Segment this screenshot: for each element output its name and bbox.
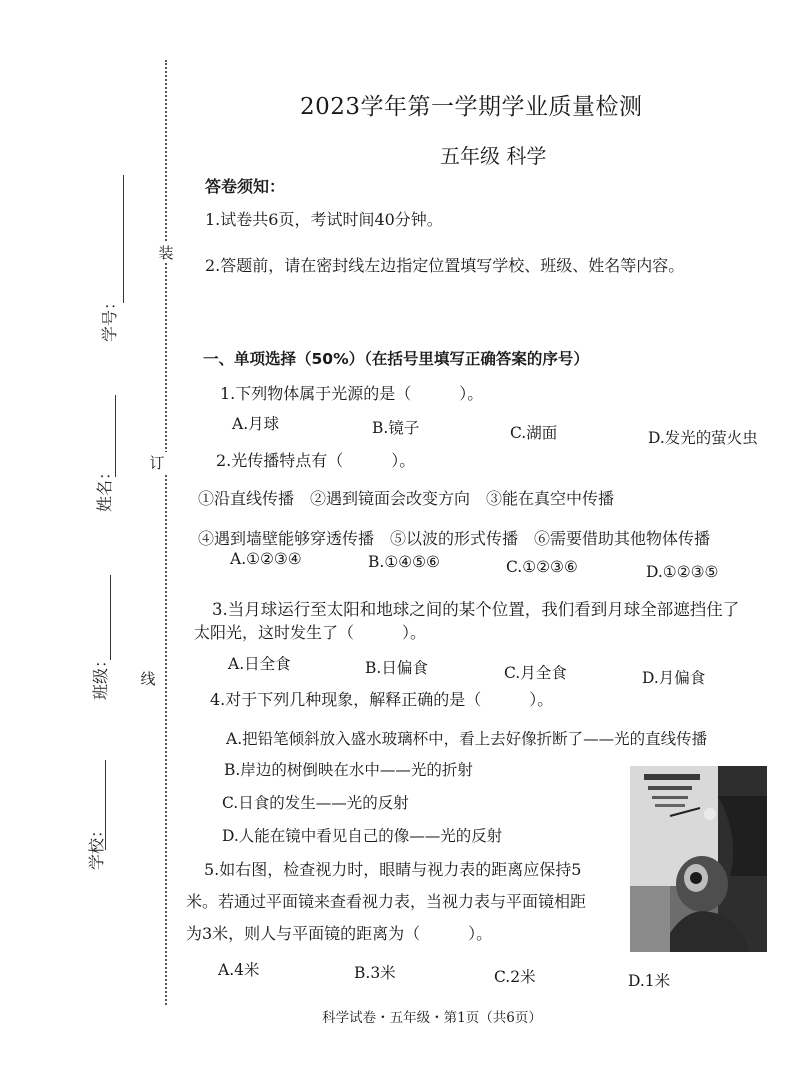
school-label: 学校：	[87, 821, 106, 870]
q2-stem: 2.光传播特点有（ ）。	[216, 451, 416, 470]
q5-stem-line-3: 为3米，则人与平面镜的距离为（ ）。	[186, 924, 493, 943]
q1-option-b[interactable]: B.镜子	[372, 419, 420, 437]
q5-option-b[interactable]: B.3米	[354, 964, 396, 982]
seal-mark-zhuang: 装	[156, 242, 176, 263]
student-id-blank[interactable]	[123, 175, 124, 303]
q4-option-c[interactable]: C.日食的发生——光的反射	[222, 794, 409, 812]
q2-statement-2: ④遇到墙壁能够穿透传播 ⑤以波的形式传播 ⑥需要借助其他物体传播	[198, 529, 711, 548]
q3-stem-line-2: 太阳光，这时发生了（ ）。	[194, 623, 427, 642]
q5-stem-line-1: 5.如右图，检查视力时，眼睛与视力表的距离应保持5	[204, 860, 582, 879]
class-blank[interactable]	[110, 575, 111, 660]
exam-title: 2023学年第一学期学业质量检测	[300, 94, 643, 120]
student-name-label: 姓名：	[95, 463, 114, 512]
q4-stem: 4.对于下列几种现象，解释正确的是（ ）。	[210, 690, 554, 709]
q4-option-a[interactable]: A.把铅笔倾斜放入盛水玻璃杯中，看上去好像折断了——光的直线传播	[226, 730, 708, 748]
q5-stem-line-2: 米。若通过平面镜来查看视力表，当视力表与平面镜相距	[186, 892, 587, 911]
seal-mark-ding: 订	[147, 452, 167, 473]
eye-test-mirror-photo	[630, 766, 767, 952]
notice-heading: 答卷须知：	[205, 177, 286, 196]
q2-option-a[interactable]: A.①②③④	[230, 550, 302, 568]
q1-stem: 1.下列物体属于光源的是（ ）。	[220, 384, 484, 403]
q4-option-d[interactable]: D.人能在镜中看见自己的像——光的反射	[222, 827, 503, 845]
student-name-blank[interactable]	[115, 395, 116, 477]
q2-statement-1: ①沿直线传播 ②遇到镜面会改变方向 ③能在真空中传播	[198, 489, 615, 508]
notice-item-1: 1.试卷共6页，考试时间40分钟。	[205, 210, 443, 229]
exam-subtitle: 五年级 科学	[440, 144, 547, 168]
q1-option-c[interactable]: C.湖面	[510, 424, 558, 442]
q5-option-d[interactable]: D.1米	[628, 972, 671, 990]
class-label: 班级：	[91, 651, 110, 700]
student-id-label: 学号：	[100, 293, 119, 342]
q3-option-d[interactable]: D.月偏食	[642, 669, 706, 687]
q3-option-b[interactable]: B.日偏食	[365, 659, 428, 677]
seal-mark-xian: 线	[138, 668, 158, 689]
page-footer: 科学试卷・五年级・第1页（共6页）	[322, 1010, 542, 1026]
q4-option-b[interactable]: B.岸边的树倒映在水中——光的折射	[224, 761, 473, 779]
seal-fold-line	[165, 60, 167, 1005]
section-1-heading: 一、单项选择（50%）（在括号里填写正确答案的序号）	[203, 350, 589, 368]
q1-option-d[interactable]: D.发光的萤火虫	[648, 429, 758, 447]
q2-option-c[interactable]: C.①②③⑥	[506, 558, 578, 576]
q2-option-b[interactable]: B.①④⑤⑥	[368, 553, 440, 571]
q3-option-c[interactable]: C.月全食	[504, 664, 567, 682]
q5-option-a[interactable]: A.4米	[218, 961, 260, 979]
q3-option-a[interactable]: A.日全食	[228, 655, 291, 673]
q3-stem-line-1: 3.当月球运行至太阳和地球之间的某个位置，我们看到月球全部遮挡住了	[212, 600, 740, 619]
q2-option-d[interactable]: D.①②③⑤	[646, 563, 719, 581]
notice-item-2: 2.答题前，请在密封线左边指定位置填写学校、班级、姓名等内容。	[205, 256, 685, 275]
q1-option-a[interactable]: A.月球	[232, 415, 280, 433]
q5-option-c[interactable]: C.2米	[494, 968, 536, 986]
